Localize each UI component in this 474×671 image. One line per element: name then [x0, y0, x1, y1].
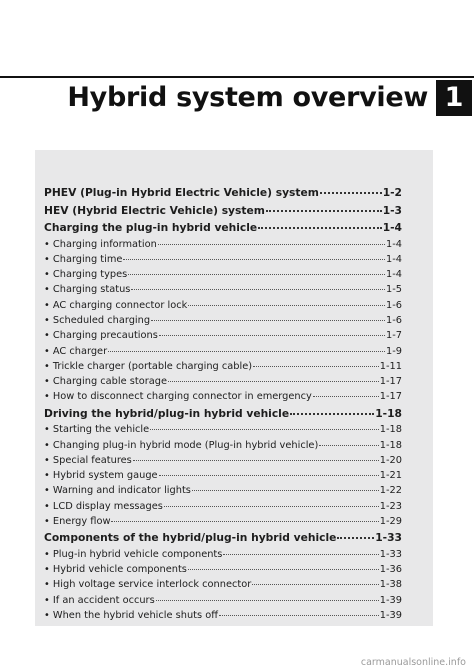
toc-entry-title: • Energy flow — [44, 516, 111, 528]
toc-entry-title: • Charging time — [44, 253, 123, 265]
toc-entry-title: • Charging types — [44, 269, 128, 281]
chapter-title: Hybrid system overview — [67, 82, 428, 113]
toc-leader-dots — [159, 333, 385, 336]
toc-leader-dots — [128, 272, 385, 275]
toc-entry-title: Components of the hybrid/plug-in hybrid vehicle — [44, 531, 337, 545]
toc-entry-title: HEV (Hybrid Electric Vehicle) system — [44, 203, 265, 217]
toc-page-number: 1-23 — [379, 500, 402, 512]
toc-page-number: 1-36 — [379, 564, 402, 576]
toc-page-number: 1-29 — [379, 516, 402, 528]
toc-leader-dots — [252, 582, 379, 585]
toc-entry-title: Driving the hybrid/plug-in hybrid vehicle — [44, 406, 290, 420]
toc-leader-dots — [320, 190, 382, 194]
toc-leader-dots — [108, 349, 385, 352]
toc-page-number: 1-9 — [385, 345, 402, 357]
toc-entry-title: • AC charger — [44, 345, 108, 357]
toc-section-entry[interactable] — [44, 184, 402, 202]
toc-page-number: 1-39 — [379, 610, 402, 622]
toc-subentry[interactable] — [44, 499, 402, 514]
toc-subentry[interactable] — [44, 328, 402, 343]
toc-subentry[interactable] — [44, 374, 402, 389]
toc-leader-dots — [223, 552, 378, 555]
toc-section-entry[interactable] — [44, 219, 402, 237]
toc-entry-title: • High voltage service interlock connector — [44, 579, 252, 591]
toc-page-number: 1-6 — [385, 299, 402, 311]
toc-leader-dots — [319, 443, 378, 446]
toc-page-number: 1-2 — [382, 186, 402, 199]
toc-subentry[interactable] — [44, 438, 402, 453]
toc-subentry[interactable] — [44, 453, 402, 468]
toc-leader-dots — [188, 303, 385, 306]
toc-subentry[interactable] — [44, 422, 402, 437]
toc-leader-dots — [188, 567, 379, 570]
toc-entry-title: • When the hybrid vehicle shuts off — [44, 610, 218, 622]
toc-page-number: 1-11 — [379, 360, 402, 372]
toc-entry-title: • Charging information — [44, 238, 157, 250]
toc-leader-dots — [156, 598, 379, 601]
toc-section-entry[interactable] — [44, 529, 402, 547]
toc-page-number: 1-39 — [379, 594, 402, 606]
toc-entry-title: • Hybrid vehicle components — [44, 564, 187, 576]
toc-entry-title: • Changing plug-in hybrid mode (Plug-in hybrid vehicle) — [44, 439, 319, 451]
toc-entry-title: • Trickle charger (portable charging cable) — [44, 360, 253, 372]
toc-subentry[interactable] — [44, 547, 402, 562]
toc-subentry[interactable] — [44, 237, 402, 252]
toc-leader-dots — [150, 427, 379, 430]
toc-leader-dots — [168, 379, 379, 382]
toc-page-number: 1-33 — [375, 531, 402, 545]
toc-subentry[interactable] — [44, 593, 402, 608]
toc-leader-dots — [131, 287, 385, 290]
toc-leader-dots — [164, 504, 379, 507]
toc-entry-title: PHEV (Plug-in Hybrid Electric Vehicle) system — [44, 186, 319, 199]
toc-subentry[interactable] — [44, 282, 402, 297]
toc-leader-dots — [219, 613, 379, 616]
toc-subentry[interactable] — [44, 267, 402, 282]
toc-section-entry[interactable] — [44, 202, 402, 220]
toc-subentry[interactable] — [44, 344, 402, 359]
toc-page-number: 1-4 — [385, 269, 402, 281]
toc-page-number: 1-33 — [379, 548, 402, 560]
toc-leader-dots — [253, 364, 379, 367]
toc-page-number: 1-21 — [379, 470, 402, 482]
toc-entry-title: • Charging precautions — [44, 330, 158, 342]
toc-entry-title: • Plug-in hybrid vehicle components — [44, 548, 223, 560]
toc-page-number: 1-18 — [379, 439, 402, 451]
toc-subentry[interactable] — [44, 468, 402, 483]
toc-page-number: 1-22 — [379, 485, 402, 497]
toc-leader-dots — [290, 411, 374, 415]
toc-page-number: 1-4 — [382, 221, 402, 234]
chapter-header-rule — [0, 76, 474, 78]
toc-entry-title: • How to disconnect charging connector in emergency — [44, 391, 312, 403]
toc-page-number: 1-4 — [385, 253, 402, 265]
toc-subentry[interactable] — [44, 608, 402, 623]
toc-entry-title: • LCD display messages — [44, 500, 163, 512]
toc-page-number: 1-6 — [385, 314, 402, 326]
toc-subentry[interactable] — [44, 562, 402, 577]
toc-subentry[interactable] — [44, 577, 402, 592]
toc-entry-title: • Scheduled charging — [44, 314, 151, 326]
toc-leader-dots — [123, 257, 385, 260]
toc-entry-title: • Charging cable storage — [44, 376, 167, 388]
toc-section-entry[interactable] — [44, 405, 402, 423]
toc-leader-dots — [133, 458, 379, 461]
toc-leader-dots — [337, 535, 374, 539]
table-of-contents — [44, 184, 402, 623]
toc-entry-title: • Warning and indicator lights — [44, 485, 191, 497]
toc-leader-dots — [158, 242, 385, 245]
toc-subentry[interactable] — [44, 359, 402, 374]
toc-subentry[interactable] — [44, 298, 402, 313]
toc-leader-dots — [258, 225, 382, 229]
toc-page-number: 1-5 — [385, 284, 402, 296]
toc-entry-title: • If an accident occurs — [44, 594, 155, 606]
toc-page-number: 1-4 — [385, 238, 402, 250]
toc-subentry[interactable] — [44, 483, 402, 498]
toc-page-number: 1-18 — [379, 424, 402, 436]
toc-leader-dots — [192, 488, 379, 491]
toc-page-number: 1-38 — [379, 579, 402, 591]
toc-subentry[interactable] — [44, 514, 402, 529]
toc-page-number: 1-18 — [375, 406, 402, 420]
toc-leader-dots — [111, 519, 378, 522]
toc-subentry[interactable] — [44, 389, 402, 404]
chapter-number-badge: 1 — [436, 80, 472, 116]
toc-entry-title: • Charging status — [44, 284, 131, 296]
toc-subentry[interactable] — [44, 313, 402, 328]
watermark: carmanualsonline.info — [360, 657, 466, 668]
toc-leader-dots — [159, 473, 379, 476]
toc-entry-title: • AC charging connector lock — [44, 299, 188, 311]
toc-page-number: 1-3 — [382, 203, 402, 217]
toc-page-number: 1-7 — [385, 330, 402, 342]
toc-leader-dots — [151, 318, 385, 321]
toc-entry-title: • Hybrid system gauge — [44, 470, 158, 482]
toc-entry-title: Charging the plug-in hybrid vehicle — [44, 221, 258, 234]
toc-page-number: 1-17 — [379, 391, 402, 403]
toc-subentry[interactable] — [44, 252, 402, 267]
toc-page-number: 1-17 — [379, 376, 402, 388]
toc-page-number: 1-20 — [379, 454, 402, 466]
toc-leader-dots — [266, 208, 382, 212]
toc-entry-title: • Starting the vehicle — [44, 424, 150, 436]
toc-entry-title: • Special features — [44, 454, 132, 466]
toc-leader-dots — [313, 394, 379, 397]
